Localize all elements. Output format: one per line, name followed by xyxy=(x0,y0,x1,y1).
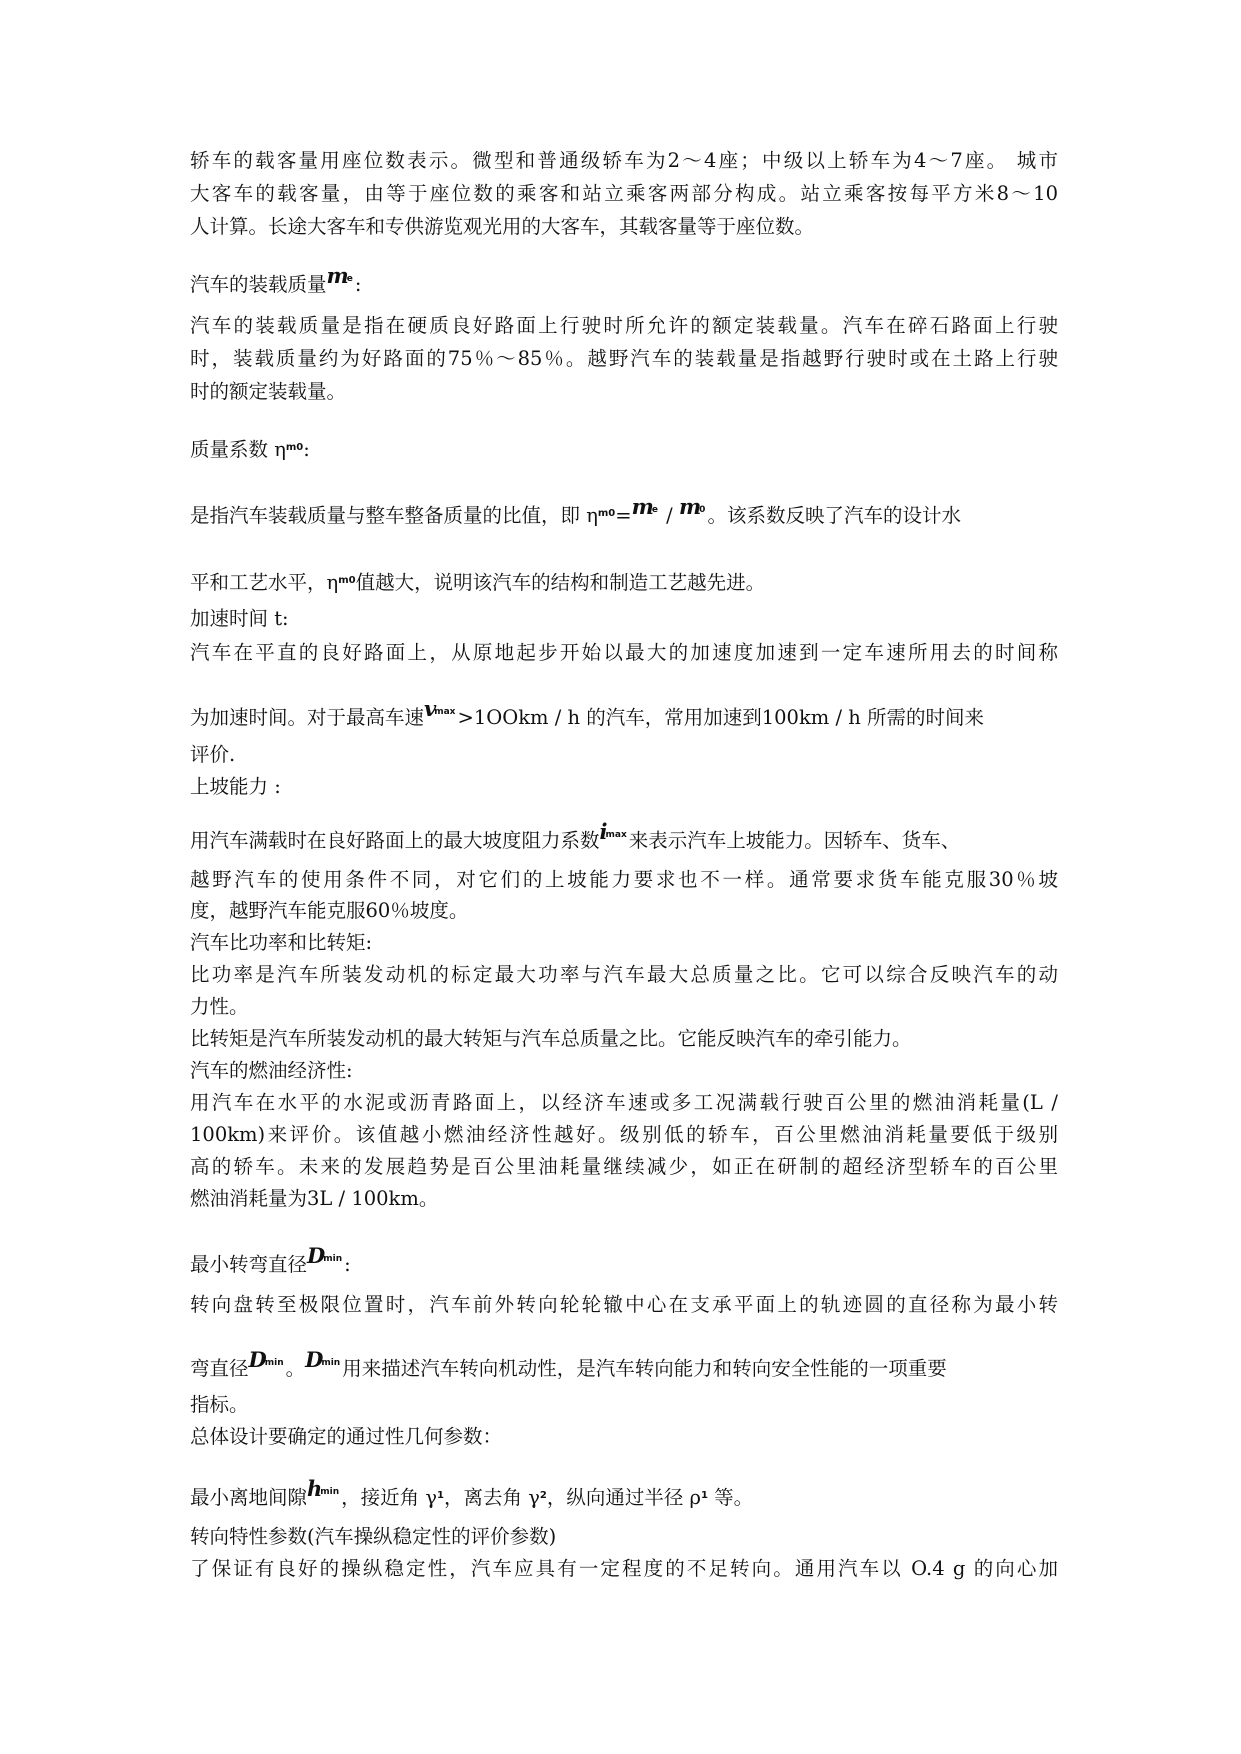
paragraph-acceleration-line-3: 评价. xyxy=(190,743,236,766)
symbol-m-e-subscript: e xyxy=(651,505,658,515)
text-run: 值越大，说明该汽车的结构和制造工艺越先进。 xyxy=(355,571,766,594)
paragraph-load-mass-line-2: 时，装载质量约为好路面的75％～85％。越野汽车的装载量是指越野行驶时或在土路上行驶 xyxy=(190,347,1058,370)
paragraph-fuel-line-2: 100km)来评价。该值越小燃油经济性越好。级别低的轿车，百公里燃油消耗量要低于级别 xyxy=(190,1123,1058,1146)
symbol-i-max-subscript: max xyxy=(605,830,627,840)
equals-sign: = xyxy=(615,504,632,527)
eta-subscript: m0 xyxy=(597,508,616,519)
symbol-m-0: m xyxy=(678,494,701,519)
paragraph-fuel-line-3: 高的轿车。未来的发展趋势是百公里油耗量继续减少，如正在研制的超经济型轿车的百公里 xyxy=(190,1155,1058,1178)
paragraph-seating-line-1: 轿车的载客量用座位数表示。微型和普通级轿车为2～4座；中级以上轿车为4～7座。 城市 xyxy=(190,149,1058,172)
text-run: 用来描述汽车转向机动性，是汽车转向能力和转向安全性能的一项重要 xyxy=(342,1357,947,1380)
text-run: 来表示汽车上坡能力。因轿车、货车、 xyxy=(628,829,961,852)
symbol-i-max: i xyxy=(599,819,607,844)
heading-turning-diameter-text: 最小转弯直径 xyxy=(190,1253,308,1276)
paragraph-mass-coefficient-line-1 xyxy=(190,494,1058,533)
heading-acceleration-time: 加速时间 t: xyxy=(190,607,289,630)
heading-colon: : xyxy=(303,438,310,461)
text-run: 为加速时间。对于最高车速 xyxy=(190,706,425,729)
symbol-d-min-subscript: min xyxy=(264,1358,284,1368)
symbol-d-min: D xyxy=(248,1347,266,1372)
text-run: 用汽车满载时在良好路面上的最大坡度阻力系数 xyxy=(190,829,600,852)
symbol-m-e: m xyxy=(326,263,348,288)
symbol-h-min: h xyxy=(307,1476,322,1501)
symbol-m-e: m xyxy=(631,494,653,519)
slash: / xyxy=(659,504,679,527)
text-run: 等。 xyxy=(707,1486,754,1509)
paragraph-specific-power-line-1: 比功率是汽车所装发动机的标定最大功率与汽车最大总质量之比。它可以综合反映汽车的动 xyxy=(190,963,1058,986)
paragraph-fuel-line-1: 用汽车在水平的水泥或沥青路面上，以经济车速或多工况满载行驶百公里的燃油消耗量(L / xyxy=(190,1091,1058,1114)
paragraph-specific-power-line-2: 力性。 xyxy=(190,995,249,1018)
heading-steering-characteristics: 转向特性参数(汽车操纵稳定性的评价参数) xyxy=(190,1525,557,1548)
heading-mass-coefficient xyxy=(190,437,1058,467)
text-run: 是指汽车装载质量与整车整备质量的比值，即 η xyxy=(190,504,598,527)
paragraph-seating-line-2: 大客车的载客量，由等于座位数的乘客和站立乘客两部分构成。站立乘客按每平方米8～10 xyxy=(190,182,1058,205)
paragraph-climbing-line-2: 越野汽车的使用条件不同，对它们的上坡能力要求也不一样。通常要求货车能克服30％坡 xyxy=(190,868,1058,891)
paragraph-load-mass-line-1: 汽车的装载质量是指在硬质良好路面上行驶时所允许的额定装载量。汽车在碎石路面上行驶 xyxy=(190,314,1058,337)
heading-passability: 总体设计要确定的通过性几何参数： xyxy=(190,1425,503,1448)
gamma-2-subscript: 2 xyxy=(539,1490,547,1501)
text-run: 弯直径 xyxy=(190,1357,249,1380)
text-run: ，离去角 γ xyxy=(444,1486,540,1509)
symbol-d-min: D xyxy=(307,1243,325,1268)
heading-specific-power: 汽车比功率和比转矩: xyxy=(190,931,373,954)
paragraph-passability-line-1 xyxy=(190,1476,1058,1515)
paragraph-seating-line-3: 人计算。长途大客车和专供游览观光用的大客车，其载客量等于座位数。 xyxy=(190,215,815,238)
symbol-v-max: v xyxy=(424,696,436,721)
paragraph-turning-line-2 xyxy=(190,1347,1058,1386)
paragraph-specific-torque: 比转矩是汽车所装发动机的最大转矩与汽车总质量之比。它能反映汽车的牵引能力。 xyxy=(190,1027,912,1050)
text-run: 。该系数反映了汽车的设计水 xyxy=(707,504,961,527)
text-run: 最小离地间隙 xyxy=(190,1486,308,1509)
paragraph-acceleration-line-2 xyxy=(190,696,1058,735)
heading-load-mass xyxy=(190,263,1058,302)
text-run: ，纵向通过半径 ρ xyxy=(546,1486,701,1509)
paragraph-fuel-line-4: 燃油消耗量为3L / 100km。 xyxy=(190,1187,439,1210)
eta-subscript: m0 xyxy=(338,575,356,586)
eta-subscript: m0 xyxy=(285,442,304,453)
paragraph-load-mass-line-3: 时的额定装载量。 xyxy=(190,380,347,403)
symbol-m-0-subscript: 0 xyxy=(699,505,706,515)
text-run: >1OOkm / h 的汽车，常用加速到100km / h 所需的时间来 xyxy=(457,706,984,729)
symbol-d-min: D xyxy=(305,1347,323,1372)
symbol-h-min-subscript: min xyxy=(320,1487,340,1497)
heading-load-mass-text: 汽车的装载质量 xyxy=(190,273,327,296)
heading-turning-diameter xyxy=(190,1243,1058,1282)
symbol-v-max-subscript: max xyxy=(434,707,456,717)
heading-colon: : xyxy=(354,273,362,296)
text-run: 。 xyxy=(285,1357,306,1380)
heading-climbing-ability: 上坡能力 : xyxy=(190,775,281,798)
paragraph-steering-line-1: 了保证有良好的操纵稳定性，汽车应具有一定程度的不足转向。通用汽车以 O.4 g 的向心加 xyxy=(190,1557,1058,1580)
paragraph-acceleration-line-1: 汽车在平直的良好路面上，从原地起步开始以最大的加速度加速到一定车速所用去的时间称 xyxy=(190,641,1058,664)
paragraph-turning-line-3: 指标。 xyxy=(190,1393,249,1416)
text-run: ，接近角 γ xyxy=(341,1486,438,1509)
heading-fuel-economy: 汽车的燃油经济性: xyxy=(190,1059,353,1082)
text-run: 平和工艺水平，η xyxy=(190,571,339,594)
heading-mass-coefficient-text: 质量系数 η xyxy=(190,438,286,461)
heading-colon: : xyxy=(344,1253,351,1276)
rho-1-subscript: 1 xyxy=(701,1490,708,1501)
paragraph-climbing-line-1 xyxy=(190,819,1058,858)
symbol-d-min-subscript: min xyxy=(323,1254,343,1264)
gamma-1-subscript: 1 xyxy=(437,1490,444,1501)
paragraph-mass-coefficient-line-2 xyxy=(190,570,1058,600)
symbol-m-e-subscript: e xyxy=(346,274,353,284)
paragraph-climbing-line-3: 度，越野汽车能克服60％坡度。 xyxy=(190,899,469,922)
paragraph-turning-line-1: 转向盘转至极限位置时，汽车前外转向轮轮辙中心在支承平面上的轨迹圆的直径称为最小转 xyxy=(190,1293,1058,1316)
symbol-d-min-subscript: min xyxy=(321,1358,341,1368)
